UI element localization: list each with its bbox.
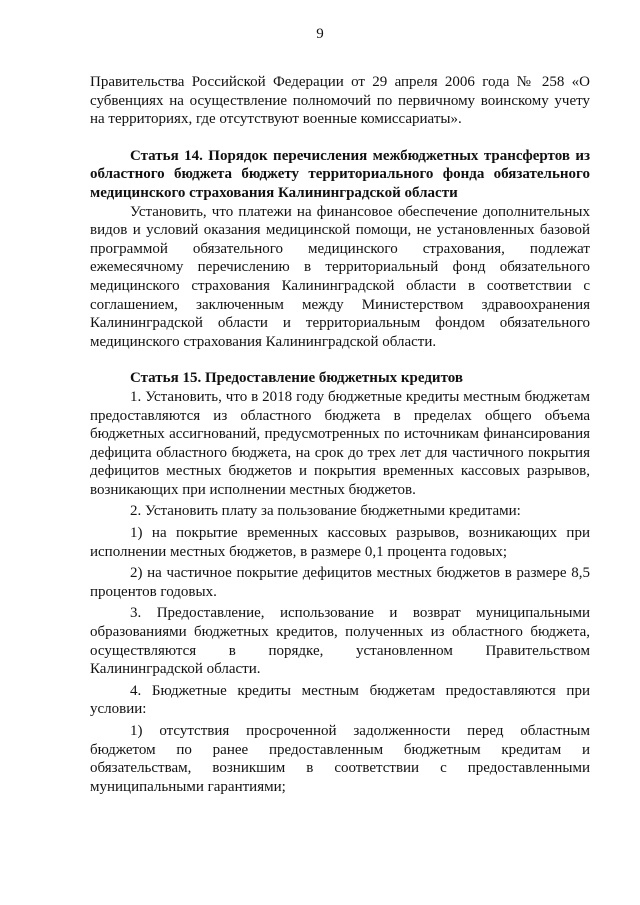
article-15-paragraph-2: 2. Установить плату за пользование бюджетными кредитами: [130, 503, 521, 520]
article-15-heading: Статья 15. Предоставление бюджетных кредитов [130, 370, 463, 387]
article-14-text: Установить, что платежи на финансовое обеспечение дополнительных видов и условий оказания медицинской помощи, не установленных базовой программой обязательного медицинского страхования, подлежат ежемесячному перечислению в территориальный фонд обязательного медицинского страхования Калининградской области в соответствии с соглашением, заключенным между Министерством здравоохранения Калининградской области и территориальным фондом обязательного медицинского страхования Калининградской области. [90, 203, 590, 350]
article-15-paragraph-2-1: 1) на покрытие временных кассовых разрывов, возникающих при исполнении местных бюджетов, в размере 0,1 процента годовых; [90, 525, 590, 560]
article-15-paragraph-4: 4. Бюджетные кредиты местным бюджетам предоставляются при условии: [90, 682, 590, 718]
article-15-paragraph-4-1: 1) отсутствия просроченной задолженности перед областным бюджетом по ранее предоставленным бюджетным кредитам и обязательствам, возникшим в соответствии с предоставленными муниципальными гарантиями; [90, 723, 590, 795]
article-14-heading: Статья 14. Порядок перечисления межбюджетных трансфертов из областного бюджета бюджету территориального фонда обязательного медицинского страхования Калининградской области [90, 147, 590, 201]
article-15-paragraph-1: 1. Установить, что в 2018 году бюджетные кредиты местным бюджетам предоставляются из областного бюджета в пределах общего объема бюджетных ассигнований, предусмотренных по источникам финансирования дефицита областного бюджета, на срок до трех лет для частичного покрытия дефицитов местных бюджетов и покрытия временных кассовых разрывов, возникающих при исполнении местных бюджетов. [90, 388, 590, 498]
intro-paragraph: Правительства Российской Федерации от 29 апреля 2006 года № 258 «О субвенциях на осуществление полномочий по первичному воинскому учету на территориях, где отсутствуют военные комиссариаты». [90, 74, 590, 128]
page-number: 9 [316, 26, 324, 42]
article-15-paragraph-3: 3. Предоставление, использование и возврат муниципальными образованиями бюджетных кредитов, полученных из областного бюджета, осуществляются в порядке, установленном Правительством Калининградской области. [90, 605, 590, 678]
document-body [90, 73, 590, 796]
article-15-paragraph-2-2: 2) на частичное покрытие дефицитов местных бюджетов в размере 8,5 процентов годовых. [90, 565, 590, 600]
